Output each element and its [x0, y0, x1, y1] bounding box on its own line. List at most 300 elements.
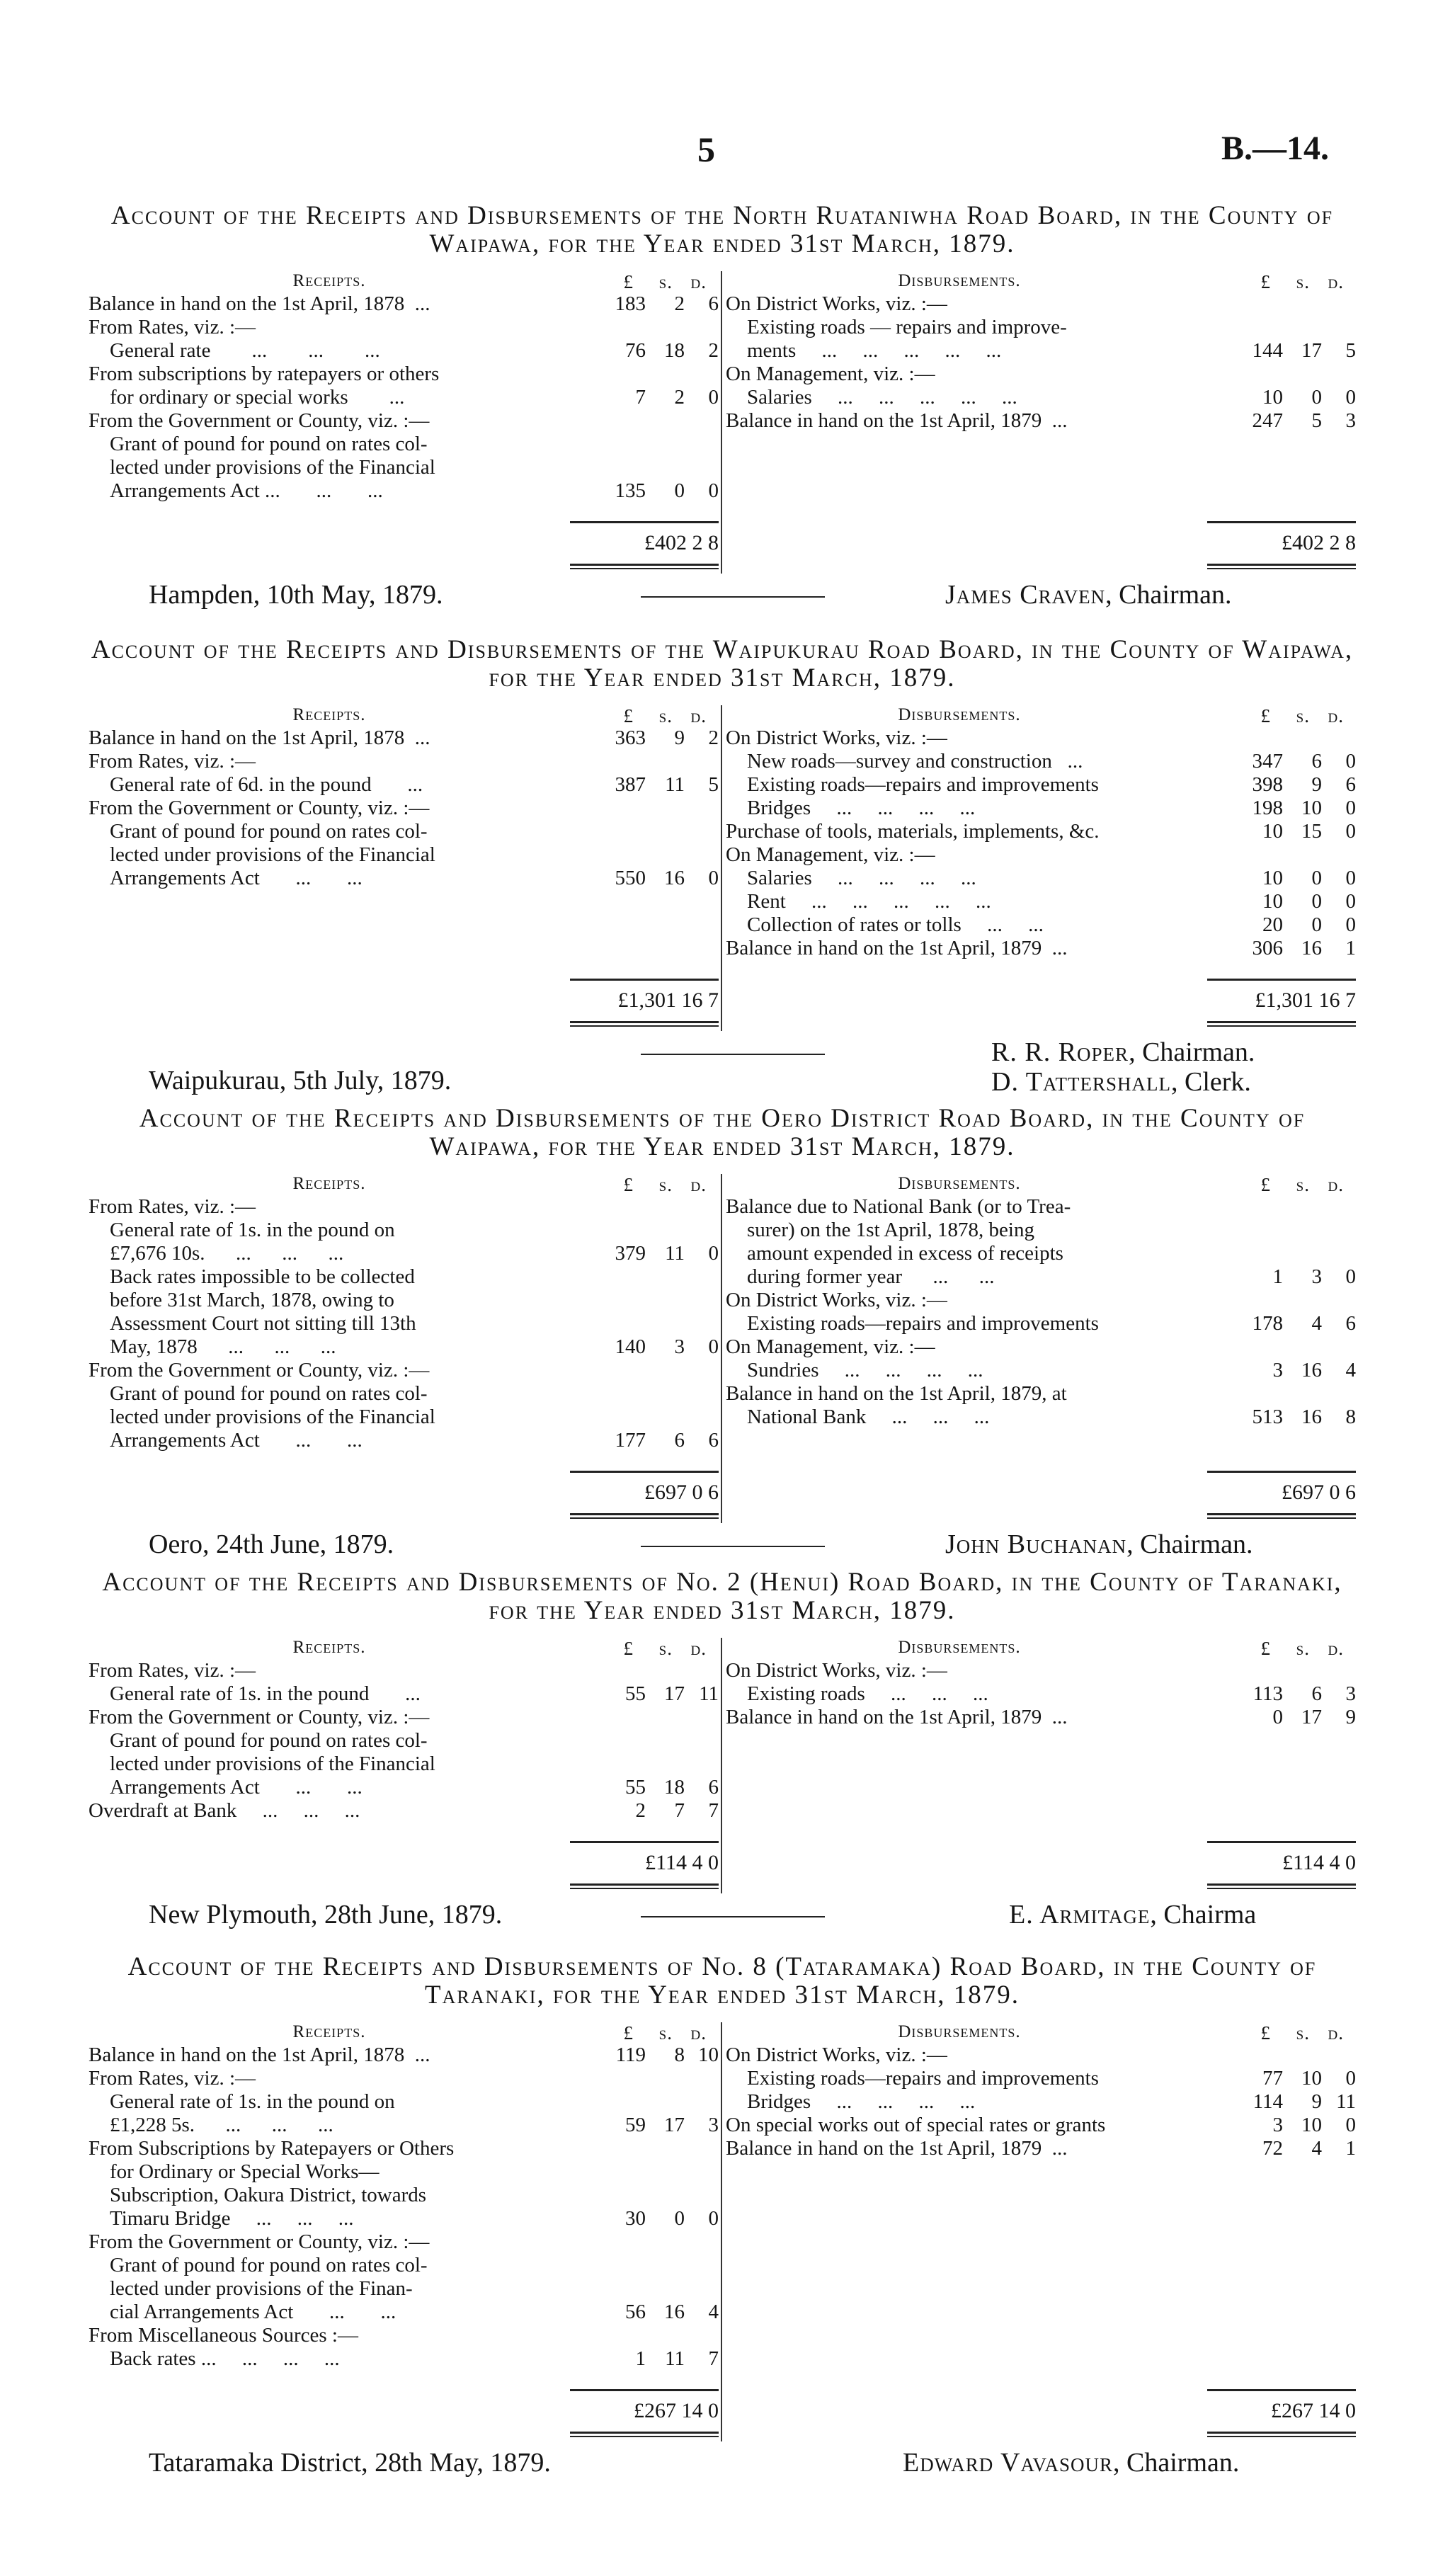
ledger-amount — [1214, 1265, 1356, 1289]
ledger-row — [726, 386, 1356, 409]
ledger-amount — [1214, 773, 1356, 797]
amount-pence: 4 — [1345, 1359, 1356, 1381]
amount-pence: 0 — [1345, 750, 1356, 773]
column-title: Receipts. — [292, 1638, 366, 1657]
ledger-item-text: Collection of rates or tolls ... ... — [747, 913, 1044, 936]
amount-pounds: 55 — [625, 1682, 646, 1705]
amount-pence: 0 — [1345, 386, 1356, 409]
ledger-row — [89, 1706, 719, 1729]
total-rule — [1207, 1517, 1356, 1519]
place-date: Waipukurau, 5th July, 1879. — [149, 1066, 452, 1095]
ledger-amount — [1214, 937, 1356, 960]
ledger-item-text: From Miscellaneous Sources :— — [89, 2324, 358, 2347]
signature — [991, 1037, 1255, 1068]
ledger-item-text: Back rates impossible to be collected — [110, 1265, 415, 1288]
ledger-row — [89, 456, 719, 479]
currency-header-p: £ — [1260, 1174, 1271, 1195]
ledger-item-text: Timaru Bridge ... ... ... — [110, 2207, 354, 2230]
total-rule — [1207, 2436, 1356, 2437]
column-header — [726, 271, 1356, 292]
ledger-amount — [1214, 913, 1356, 937]
ledger-item-text: Existing roads—repairs and improvements — [747, 773, 1099, 796]
amount-shillings: 2 — [674, 292, 685, 315]
ledger-item-text: On Management, viz. :— — [726, 843, 935, 866]
ledger-row — [726, 316, 1356, 339]
receipts-total — [577, 1851, 719, 1875]
ledger-item-text: before 31st March, 1878, owing to — [110, 1289, 394, 1311]
total-rule — [1207, 1888, 1356, 1889]
ledger-row — [89, 2114, 719, 2137]
currency-header-d: d. — [1328, 1174, 1344, 1195]
disbursements-column — [726, 705, 1356, 960]
signature — [903, 2447, 1239, 2478]
total-rule — [1207, 1841, 1356, 1843]
total-rule — [570, 1517, 719, 1519]
amount-pence: 0 — [1345, 1265, 1356, 1288]
amount-pence: 0 — [708, 386, 719, 409]
column-divider — [721, 2022, 722, 2441]
ledger-amount — [577, 2347, 719, 2371]
column-title: Receipts. — [292, 1174, 366, 1193]
ledger-row — [89, 1312, 719, 1335]
column-title: Disbursements. — [898, 1174, 1021, 1193]
amount-pounds: 550 — [615, 867, 646, 889]
amount-pence: 11 — [1336, 2090, 1356, 2113]
amount-pounds: 379 — [615, 1242, 646, 1265]
ledger-item-text: during former year ... ... — [747, 1265, 995, 1288]
amount-pounds: 398 — [1252, 773, 1283, 796]
amount-pence: 0 — [1345, 890, 1356, 913]
section-divider — [641, 596, 825, 598]
currency-header-p: £ — [623, 705, 634, 726]
currency-header-p: £ — [623, 1174, 634, 1195]
ledger-amount — [1214, 2137, 1356, 2160]
ledger-item-text: Subscription, Oakura District, towards — [110, 2184, 427, 2206]
ledger-item-text: Balance in hand on the 1st April, 1879 ... — [726, 937, 1068, 959]
ledger-amount — [1214, 1359, 1356, 1382]
amount-pounds: 177 — [615, 1429, 646, 1452]
ledger-item-text: General rate of 1s. in the pound on — [110, 2090, 395, 2113]
amount-pence: 7 — [708, 2347, 719, 2370]
ledger-amount — [1214, 386, 1356, 409]
ledger-row — [89, 386, 719, 409]
amount-shillings: 16 — [1301, 1359, 1322, 1381]
currency-header-s: s. — [1296, 705, 1310, 726]
amount-pence: 0 — [708, 867, 719, 889]
amount-pounds: 72 — [1262, 2137, 1283, 2160]
amount-shillings: 9 — [1311, 773, 1322, 796]
ledger-amount — [577, 1242, 719, 1265]
ledger-item-text: Balance in hand on the 1st April, 1879 ... — [726, 2137, 1068, 2160]
ledger-item-text: From Rates, viz. :— — [89, 2067, 256, 2090]
ledger-row — [89, 2277, 719, 2301]
ledger-amount — [577, 1429, 719, 1452]
amount-shillings: 5 — [1311, 409, 1322, 432]
total-amount: £1,301 16 7 — [1255, 988, 1356, 1012]
amount-pence: 6 — [708, 292, 719, 315]
ledger-row — [89, 1265, 719, 1289]
total-rule — [1207, 1883, 1356, 1886]
ledger-amount — [577, 2207, 719, 2230]
currency-header-s: s. — [1296, 1174, 1310, 1195]
place-date: New Plymouth, 28th June, 1879. — [149, 1900, 503, 1930]
currency-headers — [577, 705, 719, 727]
total-rule — [570, 2436, 719, 2437]
ledger-row — [89, 843, 719, 867]
ledger-item-text: General rate ... ... ... — [110, 339, 380, 362]
total-amount: £267 14 0 — [1271, 2399, 1356, 2422]
ledger-item-text: lected under provisions of the Financial — [110, 1753, 435, 1775]
ledger-item-text: Balance in hand on the 1st April, 1878 ... — [89, 2044, 430, 2066]
ledger-row — [89, 797, 719, 820]
total-rule — [1207, 1021, 1356, 1023]
ledger-row — [89, 292, 719, 316]
disbursements-total — [1214, 2399, 1356, 2423]
amount-pence: 8 — [1345, 1406, 1356, 1428]
currency-headers — [577, 271, 719, 293]
ledger-row — [89, 2347, 719, 2371]
amount-shillings: 0 — [1311, 913, 1322, 936]
amount-pounds: 56 — [625, 2301, 646, 2323]
amount-pence: 10 — [698, 2044, 719, 2066]
ledger-row — [726, 292, 1356, 316]
ledger-item-text: Grant of pound for pound on rates col- — [110, 1729, 428, 1752]
amount-pounds: 30 — [625, 2207, 646, 2230]
total-amount: £1,301 16 7 — [617, 988, 719, 1012]
signatory-name: James Craven — [945, 580, 1106, 610]
total-amount: £114 4 0 — [645, 1851, 719, 1874]
ledger-item-text: £7,676 10s. ... ... ... — [110, 1242, 344, 1265]
ledger-row — [89, 2207, 719, 2230]
column-title: Disbursements. — [898, 271, 1021, 290]
signatory-role: , Clerk. — [1170, 1067, 1251, 1097]
ledger-item-text: General rate of 1s. in the pound ... — [110, 1682, 421, 1705]
currency-header-p: £ — [623, 2022, 634, 2044]
amount-pounds: 20 — [1262, 913, 1283, 936]
signatory-role: , Chairman. — [1105, 580, 1232, 610]
amount-pounds: 135 — [615, 479, 646, 502]
receipts-column — [89, 705, 719, 890]
column-title: Disbursements. — [898, 705, 1021, 724]
total-rule — [570, 2432, 719, 2434]
ledger-row — [89, 2184, 719, 2207]
ledger-item-text: From the Government or County, viz. :— — [89, 797, 430, 819]
currency-header-d: d. — [1328, 2022, 1344, 2044]
amount-pounds: 3 — [1272, 2114, 1283, 2136]
total-rule — [1207, 1513, 1356, 1515]
amount-pence: 0 — [708, 1242, 719, 1265]
ledger-row — [726, 843, 1356, 867]
ledger-row — [89, 1335, 719, 1359]
ledger-row — [726, 2137, 1356, 2160]
place-date: Oero, 24th June, 1879. — [149, 1529, 394, 1559]
heading-prefix: Account of the Receipts and Disbursements — [139, 1104, 671, 1133]
receipts-total — [577, 531, 719, 555]
total-rule — [570, 521, 719, 523]
amount-pounds: 0 — [1272, 1706, 1283, 1728]
ledger-item-text: General rate of 1s. in the pound on — [110, 1219, 395, 1241]
currency-header-d: d. — [690, 271, 707, 292]
ledger-item-text: On Management, viz. :— — [726, 1335, 935, 1358]
place-date: Tataramaka District, 28th May, 1879. — [149, 2448, 551, 2478]
ledger-item-text: for ordinary or special works ... — [110, 386, 405, 409]
amount-shillings: 3 — [1311, 1265, 1322, 1288]
ledger-row — [726, 1242, 1356, 1265]
ledger-row — [726, 773, 1356, 797]
ledger-amount — [577, 726, 719, 750]
ledger-row — [726, 913, 1356, 937]
amount-shillings: 11 — [665, 1242, 685, 1265]
ledger-row — [726, 409, 1356, 433]
ledger-row — [89, 867, 719, 890]
amount-pounds: 114 — [1253, 2090, 1283, 2113]
disbursements-total — [1214, 988, 1356, 1013]
ledger-item-text: From Rates, viz. :— — [89, 316, 256, 338]
currency-headers — [1214, 1174, 1356, 1196]
amount-shillings: 18 — [664, 1776, 685, 1799]
amount-pounds: 347 — [1252, 750, 1283, 773]
amount-pence: 6 — [708, 1776, 719, 1799]
currency-header-s: s. — [658, 705, 673, 726]
amount-pounds: 140 — [615, 1335, 646, 1358]
amount-pounds: 10 — [1262, 890, 1283, 913]
ledger-amount — [577, 339, 719, 363]
page-code: B.—14. — [1221, 130, 1330, 167]
signatory-role: , Chairma — [1150, 1900, 1257, 1930]
ledger-item-text: Existing roads ... ... ... — [747, 1682, 988, 1705]
disbursements-column — [726, 271, 1356, 433]
account-heading — [89, 636, 1356, 693]
ledger-row — [726, 797, 1356, 820]
receipts-column — [89, 271, 719, 503]
account-section — [89, 1568, 1356, 1933]
ledger-row — [89, 1429, 719, 1452]
ledger-row — [726, 1195, 1356, 1219]
currency-header-p: £ — [1260, 1638, 1271, 1659]
amount-shillings: 6 — [1311, 1682, 1322, 1705]
ledger-item-text: On special works out of special rates or grants — [726, 2114, 1106, 2136]
ledger-row — [89, 773, 719, 797]
ledger-row — [726, 1406, 1356, 1429]
ledger-row — [89, 1682, 719, 1706]
amount-shillings: 0 — [674, 2207, 685, 2230]
amount-pence: 11 — [699, 1682, 719, 1705]
ledger-row — [89, 2301, 719, 2324]
ledger-amount — [1214, 867, 1356, 890]
currency-header-s: s. — [658, 1638, 673, 1659]
ledger-row — [89, 2230, 719, 2254]
section-divider — [641, 1916, 825, 1917]
column-header — [89, 705, 719, 726]
ledger-item-text: From the Government or County, viz. :— — [89, 409, 430, 432]
ledger-item-text: Arrangements Act ... ... — [110, 1429, 363, 1452]
ledger-item-text: Back rates ... ... ... ... — [110, 2347, 340, 2370]
ledger-item-text: Balance in hand on the 1st April, 1878 ... — [89, 292, 430, 315]
heading-prefix: Account of the Receipts and Disbursements — [110, 201, 643, 230]
amount-shillings: 10 — [1301, 2067, 1322, 2090]
ledger-item-text: Bridges ... ... ... ... — [747, 797, 976, 819]
total-rule — [570, 1888, 719, 1889]
amount-pounds: 198 — [1252, 797, 1283, 819]
ledger-item-text: On District Works, viz. :— — [726, 1289, 947, 1311]
ledger-row — [726, 1359, 1356, 1382]
amount-pounds: 363 — [615, 726, 646, 749]
ledger-item-text: lected under provisions of the Financial — [110, 456, 435, 479]
signatory-name: Edward Vavasour — [903, 2448, 1114, 2478]
column-title: Receipts. — [292, 705, 366, 724]
signatory-name: D. Tattershall — [991, 1067, 1171, 1097]
currency-headers — [1214, 2022, 1356, 2044]
total-rule — [570, 568, 719, 569]
ledger-row — [89, 820, 719, 843]
ledger-amount — [577, 2301, 719, 2324]
ledger-item-text: On Management, viz. :— — [726, 363, 935, 385]
heading-prefix: Account of the Receipts and Disbursements — [91, 635, 623, 664]
amount-pounds: 10 — [1262, 386, 1283, 409]
amount-pence: 0 — [1345, 2114, 1356, 2136]
ledger-amount — [577, 2044, 719, 2067]
ledger-row — [89, 1195, 719, 1219]
column-header — [726, 2022, 1356, 2044]
amount-pence: 6 — [1345, 1312, 1356, 1335]
account-heading — [89, 202, 1356, 258]
receipts-column — [89, 1174, 719, 1452]
ledger-row — [726, 363, 1356, 386]
currency-header-d: d. — [690, 2022, 707, 2044]
amount-pence: 3 — [1345, 409, 1356, 432]
ledger-item-text: cial Arrangements Act ... ... — [110, 2301, 396, 2323]
ledger-row — [726, 2067, 1356, 2090]
ledger-row — [89, 1382, 719, 1406]
ledger-item-text: amount expended in excess of receipts — [747, 1242, 1063, 1265]
amount-pence: 3 — [708, 2114, 719, 2136]
disbursements-column — [726, 1174, 1356, 1429]
ledger-item-text: Balance in hand on the 1st April, 1878 ... — [89, 726, 430, 749]
amount-pence: 3 — [1345, 1682, 1356, 1705]
amount-pounds: 55 — [625, 1776, 646, 1799]
place-date: Hampden, 10th May, 1879. — [149, 580, 443, 610]
amount-pounds: 76 — [625, 339, 646, 362]
ledger-item-text: Assessment Court not sitting till 13th — [110, 1312, 416, 1335]
column-title: Receipts. — [292, 2022, 366, 2041]
currency-header-s: s. — [658, 271, 673, 292]
amount-shillings: 3 — [674, 1335, 685, 1358]
column-title: Receipts. — [292, 271, 366, 290]
heading-rest: of the Oero District Road Board, in the County of Waipawa, for the Year ended 31st March, 1879. — [429, 1104, 1306, 1161]
amount-shillings: 4 — [1311, 1312, 1322, 1335]
ledger-amount — [577, 479, 719, 503]
ledger-item-text: From the Government or County, viz. :— — [89, 1706, 430, 1728]
account-heading — [89, 1105, 1356, 1161]
ledger-row — [726, 2044, 1356, 2067]
disbursements-total — [1214, 1481, 1356, 1505]
ledger-row — [89, 2137, 719, 2160]
amount-pence: 0 — [708, 2207, 719, 2230]
ledger-row — [89, 1289, 719, 1312]
ledger-amount — [1214, 2090, 1356, 2114]
ledger-row — [89, 1753, 719, 1776]
total-rule — [1207, 1471, 1356, 1473]
amount-pence: 7 — [708, 1799, 719, 1822]
amount-shillings: 16 — [664, 2301, 685, 2323]
ledger-item-text: Existing roads—repairs and improvements — [747, 2067, 1099, 2090]
currency-headers — [577, 1174, 719, 1196]
ledger-item-text: Rent ... ... ... ... ... — [747, 890, 991, 913]
amount-shillings: 6 — [1311, 750, 1322, 773]
ledger-item-text: May, 1878 ... ... ... — [110, 1335, 336, 1358]
currency-header-d: d. — [1328, 1638, 1344, 1659]
signatory-name: John Buchanan — [945, 1529, 1127, 1559]
ledger-row — [89, 2090, 719, 2114]
total-rule — [1207, 568, 1356, 569]
account-section — [89, 1952, 1356, 2478]
amount-pounds: 183 — [615, 292, 646, 315]
column-divider — [721, 271, 722, 574]
ledger-item-text: Grant of pound for pound on rates col- — [110, 2254, 428, 2276]
total-amount: £402 2 8 — [644, 531, 719, 554]
disbursements-column — [726, 2022, 1356, 2160]
signature — [1009, 1899, 1256, 1930]
ledger-item-text: Grant of pound for pound on rates col- — [110, 1382, 428, 1405]
amount-shillings: 17 — [664, 1682, 685, 1705]
total-rule — [570, 564, 719, 566]
ledger-row — [89, 1659, 719, 1682]
ledger-amount — [1214, 2114, 1356, 2137]
ledger-item-text: Purchase of tools, materials, implements, &c. — [726, 820, 1100, 843]
amount-pence: 5 — [708, 773, 719, 796]
ledger-row — [726, 2114, 1356, 2137]
ledger-item-text: Bridges ... ... ... ... — [747, 2090, 976, 2113]
ledger-item-text: From the Government or County, viz. :— — [89, 2230, 430, 2253]
amount-pence: 0 — [1345, 820, 1356, 843]
total-rule — [570, 1883, 719, 1886]
ledger-item-text: Salaries ... ... ... ... — [747, 867, 976, 889]
amount-shillings: 0 — [1311, 386, 1322, 409]
ledger-item-text: Grant of pound for pound on rates col- — [110, 820, 428, 843]
currency-header-d: d. — [1328, 271, 1344, 292]
amount-pounds: 10 — [1262, 820, 1283, 843]
ledger-row — [726, 1659, 1356, 1682]
ledger-row — [89, 1799, 719, 1823]
amount-pounds: 387 — [615, 773, 646, 796]
amount-shillings: 9 — [674, 726, 685, 749]
ledger-row — [726, 750, 1356, 773]
ledger-item-text: Salaries ... ... ... ... ... — [747, 386, 1017, 409]
account-section — [89, 202, 1356, 620]
receipts-column — [89, 1638, 719, 1823]
ledger-row — [726, 1312, 1356, 1335]
currency-header-s: s. — [1296, 271, 1310, 292]
signatory-role: , Chairman. — [1126, 1529, 1253, 1559]
signatory-name: R. R. Roper — [991, 1037, 1129, 1067]
currency-header-s: s. — [658, 2022, 673, 2044]
ledger-row — [726, 339, 1356, 363]
ledger-item-text: From Rates, viz. :— — [89, 1195, 256, 1218]
ledger-row — [89, 363, 719, 386]
receipts-total — [577, 988, 719, 1013]
ledger-amount — [1214, 339, 1356, 363]
total-rule — [1207, 2432, 1356, 2434]
ledger-row — [89, 1219, 719, 1242]
ledger-item-text: From Subscriptions by Ratepayers or Others — [89, 2137, 455, 2160]
ledger-amount — [577, 1799, 719, 1823]
ledger-amount — [577, 292, 719, 316]
column-header — [726, 705, 1356, 726]
amount-shillings: 10 — [1301, 797, 1322, 819]
ledger-amount — [1214, 2067, 1356, 2090]
amount-shillings: 11 — [665, 2347, 685, 2370]
ledger-item-text: National Bank ... ... ... — [747, 1406, 990, 1428]
